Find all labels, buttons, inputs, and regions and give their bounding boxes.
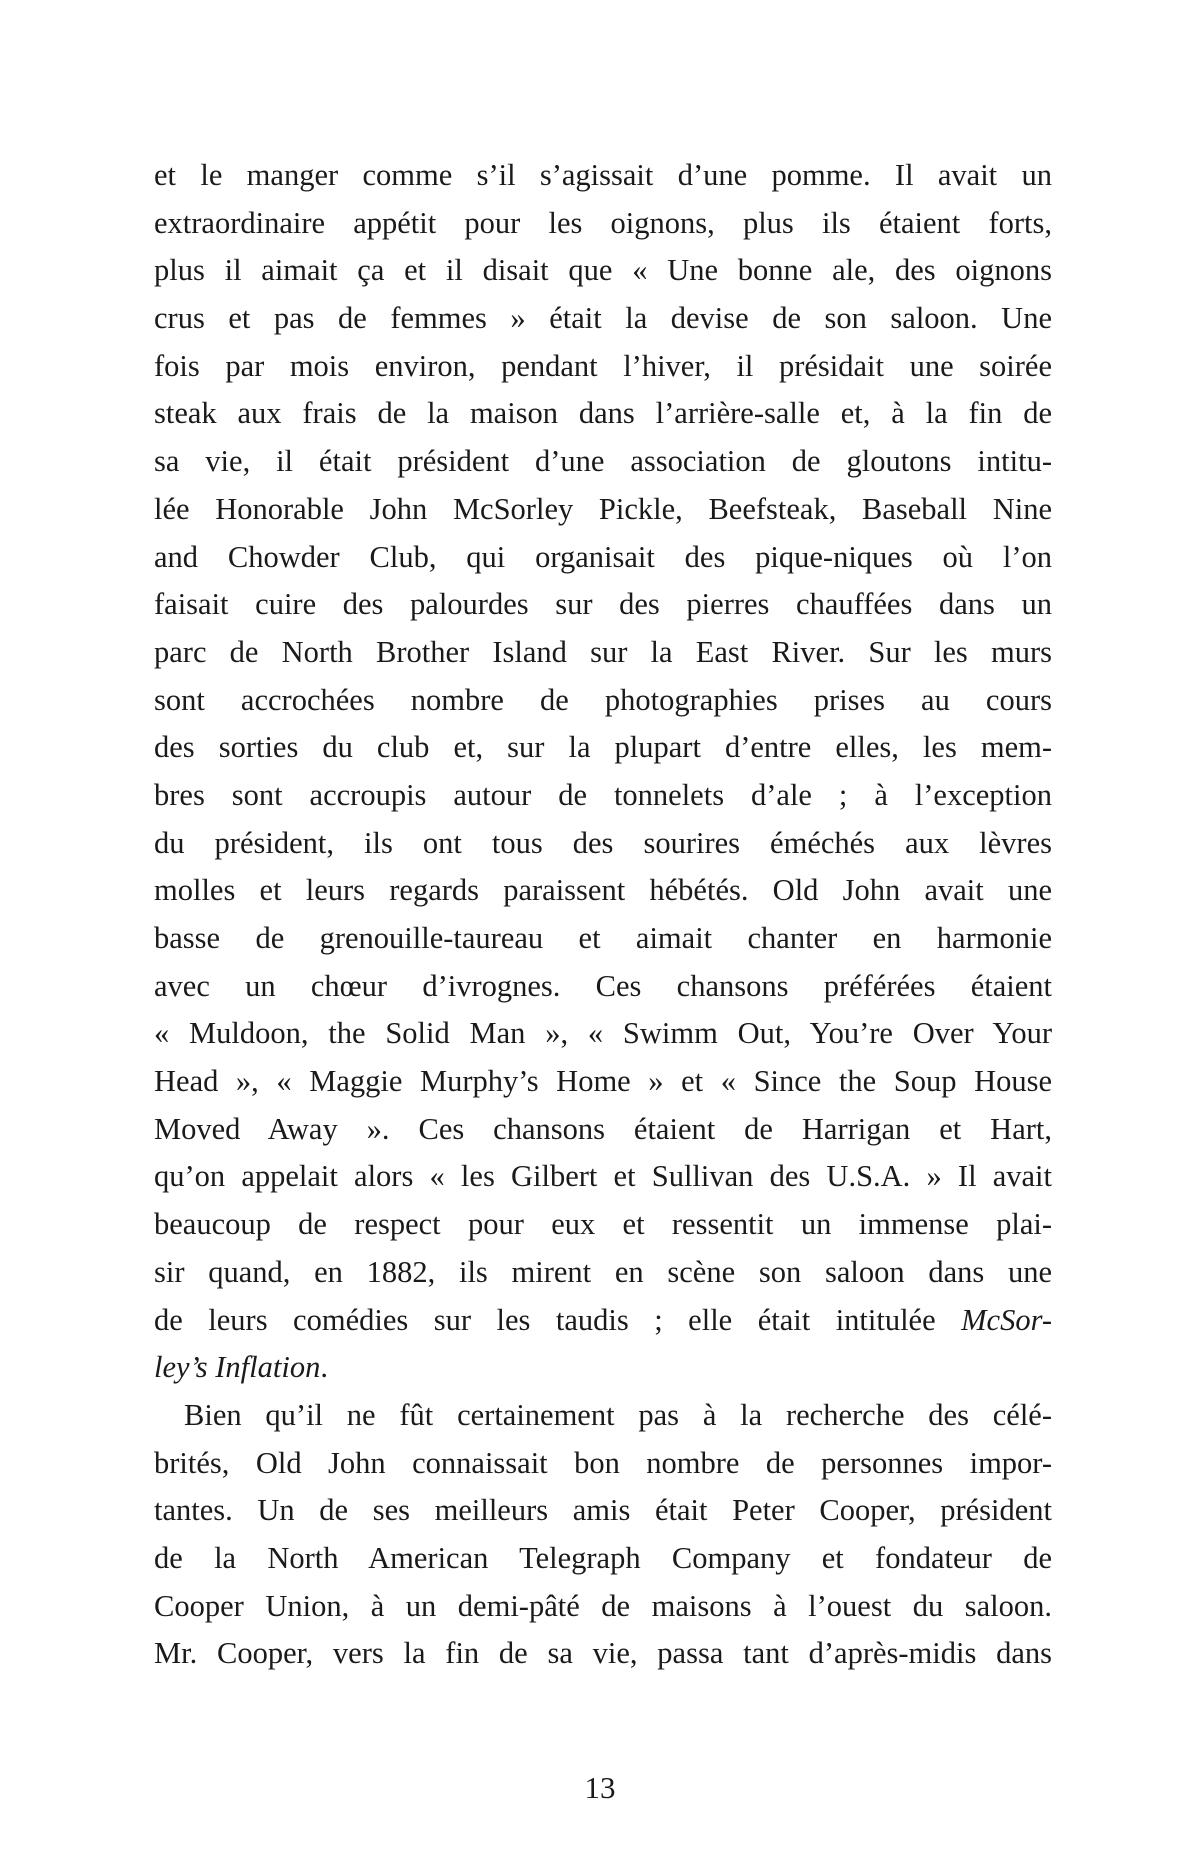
- text-line: and Chowder Club, qui organisait des pique-niques où l’on: [154, 539, 1052, 574]
- italic-title: ley’s Inflation: [154, 1350, 321, 1385]
- text-line: qu’on appelait alors « les Gilbert et Sullivan des U.S.A. » Il avait: [154, 1159, 1052, 1194]
- text-line: crus et pas de femmes » était la devise de son saloon. Une: [154, 301, 1052, 336]
- text-line: de leurs comédies sur les taudis ; elle était intitulée McSor-: [154, 1302, 1052, 1337]
- text-line: molles et leurs regards paraissent hébétés. Old John avait une: [154, 873, 1052, 908]
- text-line: extraordinaire appétit pour les oignons, plus ils étaient forts,: [154, 205, 1052, 240]
- text-line: plus il aimait ça et il disait que « Une bonne ale, des oignons: [154, 253, 1052, 288]
- text-line: « Muldoon, the Solid Man », « Swimm Out, You’re Over Your: [154, 1016, 1052, 1051]
- text-line: ley’s Inflation.: [154, 1350, 328, 1385]
- text-line: Cooper Union, à un demi-pâté de maisons à l’ouest du saloon.: [154, 1588, 1052, 1623]
- text-line: fois par mois environ, pendant l’hiver, il présidait une soirée: [154, 348, 1052, 383]
- text-line: beaucoup de respect pour eux et ressentit un immense plai-: [154, 1207, 1052, 1242]
- text-line: steak aux frais de la maison dans l’arrière-salle et, à la fin de: [154, 396, 1052, 431]
- text-line: Moved Away ». Ces chansons étaient de Harrigan et Hart,: [154, 1111, 1052, 1146]
- text-line: Head », « Maggie Murphy’s Home » et « Since the Soup House: [154, 1064, 1052, 1099]
- text-line: du président, ils ont tous des sourires éméchés aux lèvres: [154, 825, 1052, 860]
- text-line: sa vie, il était président d’une association de gloutons intitu-: [154, 444, 1052, 479]
- text-line: de la North American Telegraph Company et fondateur de: [154, 1540, 1052, 1575]
- text-line: des sorties du club et, sur la plupart d’entre elles, les mem-: [154, 730, 1052, 765]
- text-line: bres sont accroupis autour de tonnelets d’ale ; à l’exception: [154, 777, 1052, 812]
- text-line: Mr. Cooper, vers la fin de sa vie, passa tant d’après-midis dans: [154, 1636, 1052, 1671]
- text-line: Bien qu’il ne fût certainement pas à la recherche des célé-: [184, 1397, 1052, 1432]
- text-line: brités, Old John connaissait bon nombre de personnes impor-: [154, 1445, 1052, 1480]
- page-number: 13: [584, 1770, 616, 1805]
- text-line: sont accrochées nombre de photographies prises au cours: [154, 682, 1052, 717]
- text-line: lée Honorable John McSorley Pickle, Beefsteak, Baseball Nine: [154, 491, 1052, 526]
- text-line: avec un chœur d’ivrognes. Ces chansons préférées étaient: [154, 968, 1052, 1003]
- italic-title: McSor-: [961, 1302, 1052, 1337]
- text-line: sir quand, en 1882, ils mirent en scène son saloon dans une: [154, 1254, 1052, 1289]
- text-line: et le manger comme s’il s’agissait d’une pomme. Il avait un: [154, 158, 1052, 192]
- text-line: tantes. Un de ses meilleurs amis était Peter Cooper, président: [154, 1493, 1052, 1528]
- text-line: basse de grenouille-taureau et aimait chanter en harmonie: [154, 921, 1052, 955]
- text-line: parc de North Brother Island sur la East River. Sur les murs: [154, 634, 1052, 669]
- text-line: faisait cuire des palourdes sur des pierres chauffées dans un: [154, 587, 1052, 622]
- body-text: [154, 152, 1052, 1678]
